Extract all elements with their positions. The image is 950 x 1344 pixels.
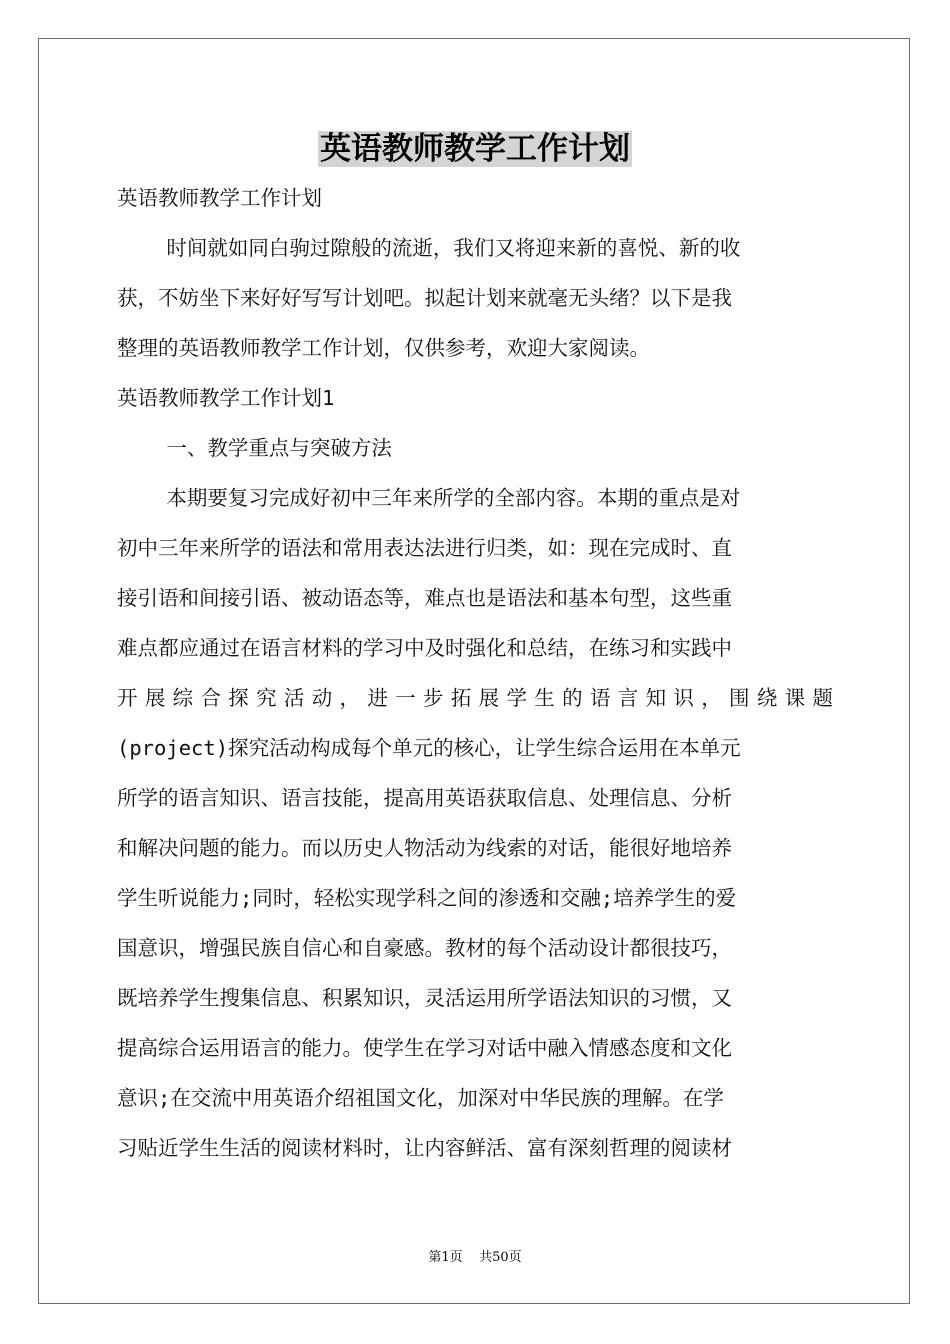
document-title-text: 英语教师教学工作计划 [320, 131, 630, 167]
section-title [117, 373, 833, 423]
body-line: 既培养学生搜集信息、积累知识，灵活运用所学语法知识的习惯，又 [117, 986, 732, 1010]
body-line: 接引语和间接引语、被动语态等，难点也是语法和基本句型，这些重 [117, 586, 732, 610]
subtitle-line: 英语教师教学工作计划 [117, 186, 322, 210]
body-line: (project)探究活动构成每个单元的核心，让学生综合运用在本单元 [117, 736, 741, 760]
body-line: 学生听说能力;同时，轻松实现学科之间的渗透和交融;培养学生的爱 [117, 886, 737, 910]
intro-line: 时间就如同白驹过隙般的流逝，我们又将迎来新的喜悦、新的收 [117, 236, 741, 260]
document-subtitle [117, 173, 833, 223]
body-line: 本期要复习完成好初中三年来所学的全部内容。本期的重点是对 [117, 486, 741, 510]
body-line: 意识;在交流中用英语介绍祖国文化，加深对中华民族的理解。在学 [117, 1086, 724, 1110]
intro-paragraph [117, 223, 833, 373]
intro-line: 整理的英语教师教学工作计划，仅供参考，欢迎大家阅读。 [117, 336, 650, 360]
body-line: 所学的语言知识、语言技能，提高用英语获取信息、处理信息、分析 [117, 786, 732, 810]
body-line: 开展综合探究活动，进一步拓展学生的语言知识，围绕课题 [117, 686, 833, 710]
section-title-line: 英语教师教学工作计划1 [117, 386, 335, 410]
body-paragraph [117, 473, 833, 1173]
body-line: 和解决问题的能力。而以历史人物活动为线索的对话，能很好地培养 [117, 836, 732, 860]
body-line: 习贴近学生生活的阅读材料时，让内容鲜活、富有深刻哲理的阅读材 [117, 1136, 732, 1160]
body-line: 初中三年来所学的语法和常用表达法进行归类，如：现在完成时、直 [117, 536, 732, 560]
document-title [0, 128, 950, 170]
page-footer: 第1页 共50页 [428, 1250, 522, 1265]
section-heading-line: 一、教学重点与突破方法 [117, 436, 392, 460]
body-line: 提高综合运用语言的能力。使学生在学习对话中融入情感态度和文化 [117, 1036, 732, 1060]
section-heading [117, 423, 833, 473]
body-line: 难点都应通过在语言材料的学习中及时强化和总结，在练习和实践中 [117, 636, 732, 660]
intro-line: 获，不妨坐下来好好写写计划吧。拟起计划来就毫无头绪？以下是我 [117, 286, 732, 310]
body-line: 国意识，增强民族自信心和自豪感。教材的每个活动设计都很技巧， [117, 936, 732, 960]
